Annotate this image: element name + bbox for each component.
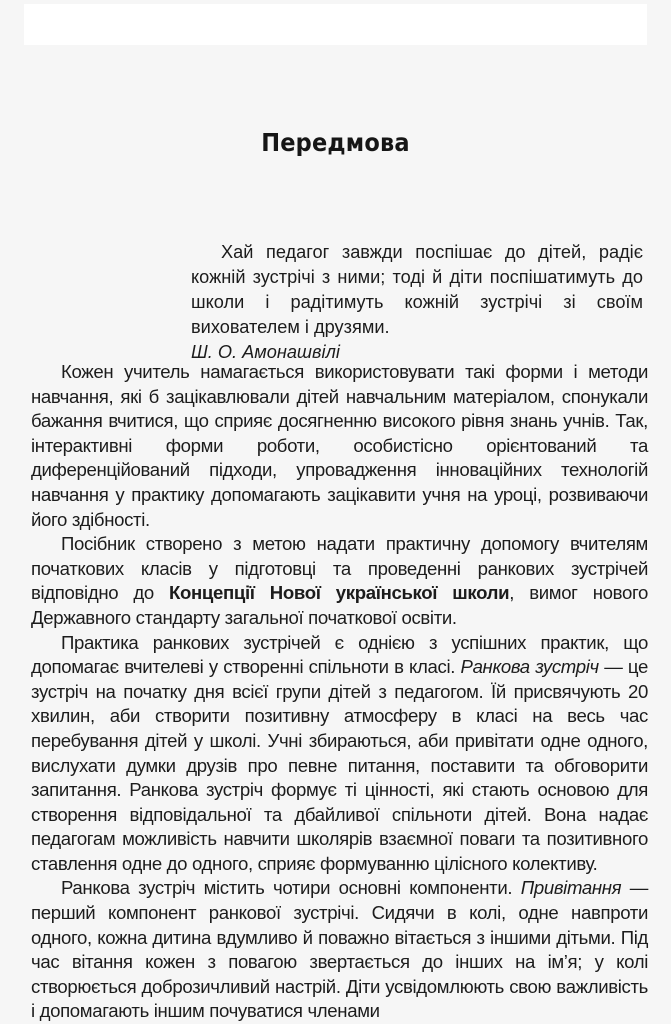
header-blank-box — [24, 4, 647, 45]
paragraph-2 — [31, 532, 648, 630]
paragraph-1: Кожен учитель намагається використовувати такі форми і методи навчання, які б зацікавлювали дітей навчальним матеріалом, спонукали бажання вчитися, що сприяє досягненню високого рівня знань учнів. Так, інтерактивні форми роботи, особистісно орієнтований та диференційований підходи, упровадження інноваційних технологій навчання у практику допомагають зацікавити учня на уроці, розвиваючи його здібності. — [31, 361, 648, 530]
paragraph-4-end: — перший компонент ранкової зустрічі. Сидячи в колі, одне навпроти одного, кожна дитина вдумливо й поважно вітається з іншими дітьми. Під час вітання кожен з повагою звертається до інших на ім’я; у колі створюється доброзичливий настрій. Діти усвідомлюють свою важливість і допомагають іншим почуватися членами — [31, 877, 648, 1022]
paragraph-2-start: Посібник створено з метою надати практичну допомогу вчителям початкових класів у підготовці та проведенні ранкових зустрічей відповідно до — [31, 533, 648, 604]
paragraph-3-end: — це зустріч на початку дня всієї групи дітей з педагогом. Їй присвячують 20 хвилин, аби створити позитивну атмосферу в класі на весь час перебування дітей у школі. Учні збираються, аби привітати одне одного, вислухати думки друзів про певне питання, поставити та обговорити запитання. Ранкова зустріч формує ті цінності, які стають основою для створення відповідальної та дбайливої спільноти дітей. Вона надає педагогам можливість навчити школярів взаємної поваги та позитивного ставлення одне до одного, сприяє формуванню цілісного колективу. — [31, 656, 648, 874]
paragraph-4 — [31, 876, 648, 1024]
epigraph-author: Ш. О. Амонашвілі — [191, 342, 340, 362]
paragraph-4-start: Ранкова зустріч містить чотири основні компоненти. — [61, 877, 521, 899]
paragraph-2-end: , вимог нового Державного стандарту загальної початкової освіти. — [31, 582, 649, 628]
concept-nus-bold: Концепції Нової української школи — [169, 582, 510, 604]
paragraph-3 — [31, 631, 648, 877]
paragraph-3-start: Практика ранкових зустрічей є однією з успішних практик, що допомагає вчителеві у створенні спільноти в класі. — [31, 631, 648, 678]
epigraph-text: Хай педагог завжди поспішає до дітей, радіє кожній зустрічі з ними; тоді й діти поспішатимуть до школи і радітимуть кожній зустрічі зі своїм вихователем і друзями. — [191, 242, 643, 337]
page-title: Передмова — [261, 128, 410, 157]
body-text — [31, 360, 648, 1024]
term-morning-meeting: Ранкова зустріч — [460, 656, 599, 678]
epigraph — [191, 240, 643, 365]
term-greeting: Привітання — [520, 877, 622, 899]
